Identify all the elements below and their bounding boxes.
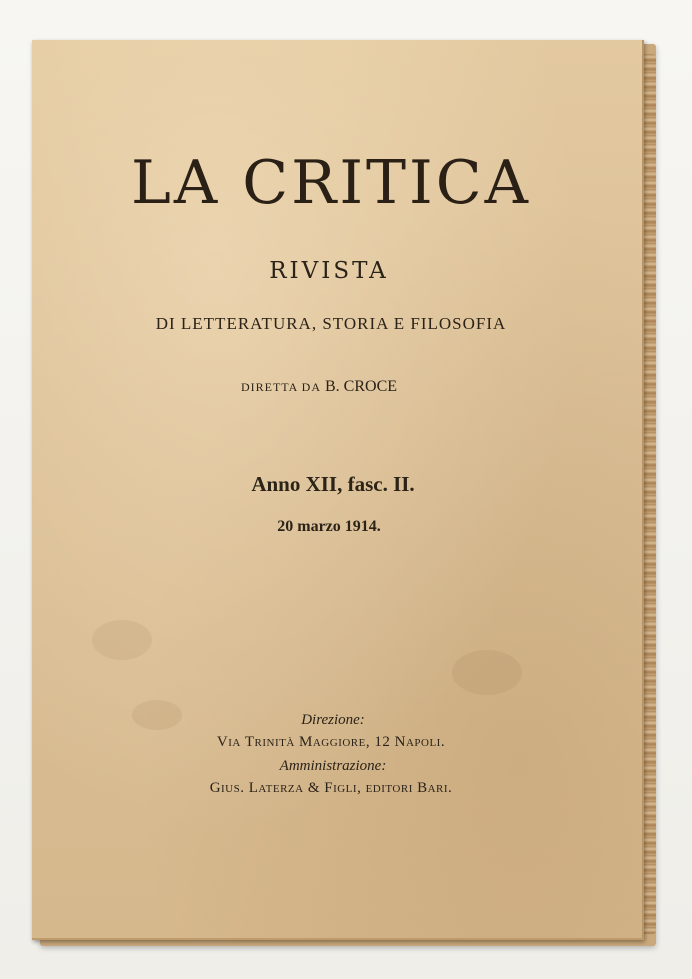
cover-editor	[14, 378, 624, 396]
paper-stain	[452, 650, 522, 695]
editor-name: B. CROCE	[325, 378, 398, 395]
issue-date: 20 marzo 1914.	[277, 518, 381, 535]
cover-title: LA CRITICA	[131, 148, 531, 218]
editor-prefix: DIRETTA DA	[240, 380, 321, 394]
amministrazione-label: Amministrazione:	[279, 758, 387, 774]
cover-rivista: RIVISTA	[269, 258, 389, 284]
issue-number: Anno XII, fasc. II.	[251, 472, 415, 496]
paper-stain	[92, 620, 152, 660]
direzione-label: Direzione:	[301, 712, 365, 728]
cover-subtitle: DI LETTERATURA, STORIA E FILOSOFIA	[155, 314, 507, 333]
magazine-cover	[32, 40, 644, 940]
direzione-address: Via Trinità Maggiore, 12 Napoli.	[216, 734, 446, 750]
amministrazione-address: Gius. Laterza & Figli, editori Bari.	[209, 780, 453, 796]
